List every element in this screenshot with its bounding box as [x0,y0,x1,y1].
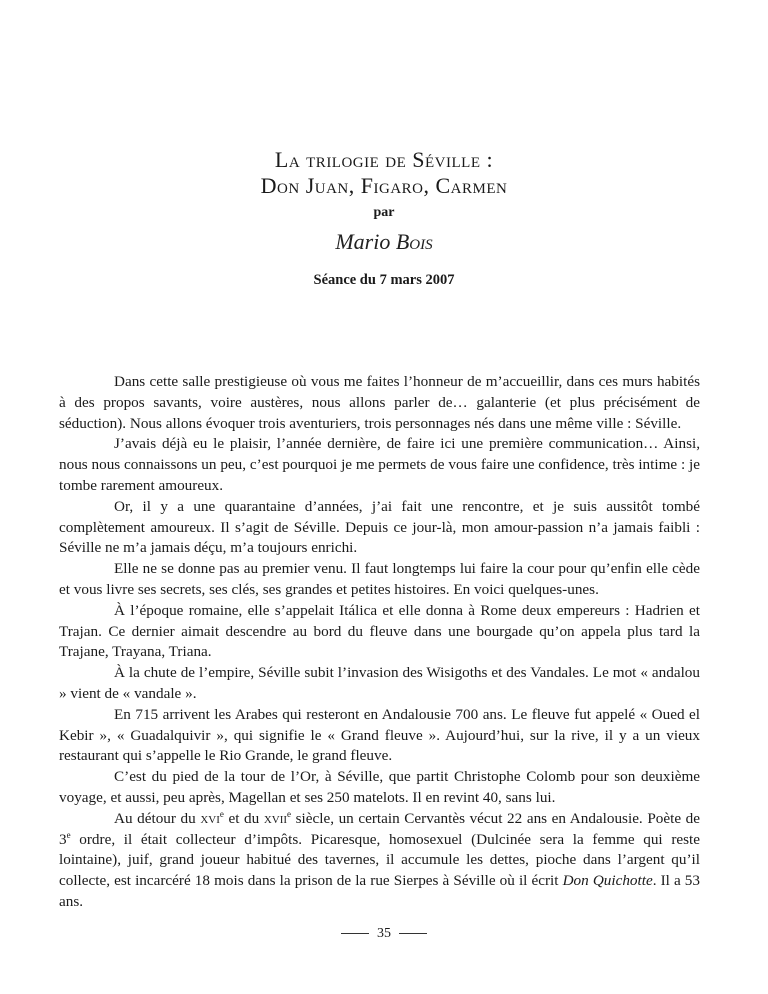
author-first-name: Mario [335,229,391,254]
paragraph-5: À l’époque romaine, elle s’appelait Itálica et elle donna à Rome deux empereurs : Hadrien et Trajan. Ce dernier aimait descendre au bord du fleuve dans une bourgade qu’on appela plus tard la Trajane, Trayana, Triana. [59,601,700,661]
title-line-2: Don Juan, Figaro, Carmen [260,173,508,198]
byline-par: par [373,205,395,220]
author-last-name: Bois [395,229,433,254]
author-name [0,229,768,255]
paragraph-7: En 715 arrivent les Arabes qui resteront en Andalousie 700 ans. Le fleuve fut appelé « Oued el Kebir », « Guadalquivir », qui signifie le « Grand fleuve ». Aujourd’hui, sur la rive, il y a un vieux restaurant qui s’appelle le Rio Grande, le grand fleuve. [59,705,700,765]
title-line-1: La trilogie de Séville : [274,147,494,172]
body-text [59,372,700,913]
paragraph-2: J’avais déjà eu le plaisir, l’année dernière, de faire ici une première communication… Ainsi, nous nous connaissons un peu, c’est pourquoi je me permets de vous faire une confidence, très intime : je tombe rarement amoureux. [59,435,700,494]
session-date: Séance du 7 mars 2007 [313,272,455,288]
paragraph-3: Or, il y a une quarantaine d’années, j’ai fait une rencontre, et je suis aussitôt tombé complètement amoureux. Il s’agit de Séville. Depuis ce jour-là, mon amour-passion n’a jamais faibli : Séville ne m’a jamais déçu, m’a toujours enrichi. [59,497,700,557]
paragraph-6: À la chute de l’empire, Séville subit l’invasion des Wisigoths et des Vandales. Le mot « andalou » vient de « vandale ». [59,664,700,702]
page-footer [0,926,768,942]
page-number: 35 [377,926,391,941]
paragraph-4: Elle ne se donne pas au premier venu. Il faut longtemps lui faire la cour pour qu’enfin elle cède et vous livre ses secrets, ses clés, ses grandes et petites histoires. En voici quelques-unes. [59,560,700,598]
book-title: Don Quichotte [562,872,653,890]
footer-rule-left [341,933,369,934]
paragraph-1: Dans cette salle prestigieuse où vous me faites l’honneur de m’accueillir, dans ces murs habités à des propos savants, voire austères, nous allons parler de… galanterie (et plus précisément de séduction). Nous allons évoquer trois aventuriers, trois personnages nés dans une même ville : Séville. [59,373,700,432]
paragraph-8: C’est du pied de la tour de l’Or, à Séville, que partit Christophe Colomb pour son deuxième voyage, et aussi, peu après, Magellan et ses 250 matelots. Il en revint 40, sans lui. [59,768,700,806]
footer-rule-right [399,933,427,934]
paragraph-9: Au détour du xvi$^e$ et du xvii$^e$ siècle, un certain Cervantès vécut 22 ans en Andalousie. Poète de 3e ordre, il était collecteur d’impôts. Picaresque, homosexuel (Dulcinée sera la femme qui reste lointaine), juif, grand joueur habitué des tavernes, il accumule les dettes, pioche dans l’argent qu’il collecte, est incarcéré 18 mois dans la prison de la rue Sierpes à Séville où il écrit Don Quichotte. Il a 53 ans. [59,808,700,910]
